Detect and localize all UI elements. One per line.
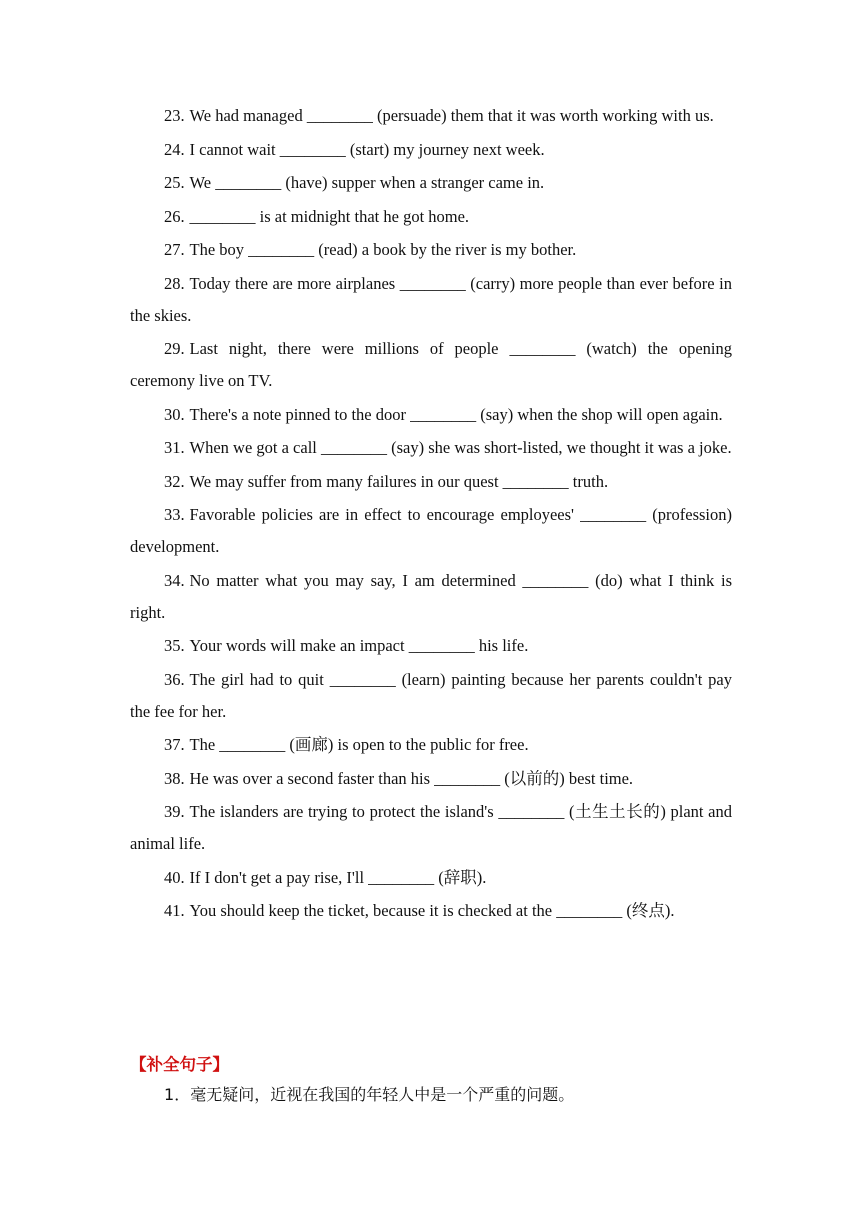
- section-heading: 【补全句子】: [130, 1055, 229, 1074]
- item-text: We may suffer from many failures in our quest ________ truth.: [189, 471, 609, 491]
- item-number: 30: [164, 404, 181, 424]
- exercise-item-39: 39. The islanders are trying to protect the island's ________ (土生土长的) plant and animal life.: [130, 796, 732, 860]
- item-number: 24: [164, 139, 181, 159]
- item-number: 32: [164, 471, 181, 491]
- item-text: Last night, there were millions of people ________ (watch) the opening ceremony live on TV.: [130, 339, 732, 390]
- exercise-item-30: 30. There's a note pinned to the door ________ (say) when the shop will open again.: [130, 399, 732, 431]
- item-number: 31: [164, 438, 181, 457]
- item-number: 23: [164, 106, 181, 125]
- item-text: Today there are more airplanes ________ (carry) more people than ever before in the skies.: [130, 273, 732, 325]
- item-number: 35: [164, 636, 181, 655]
- item-text: When we got a call ________ (say) she was short-listed, we thought it was a joke.: [189, 438, 732, 457]
- item-text: The islanders are trying to protect the island's ________ (土生土长的) plant and animal life.: [130, 802, 732, 853]
- item-text: We ________ (have) supper when a stranger came in.: [189, 173, 545, 192]
- item-number: 26: [164, 206, 181, 226]
- exercise-item-38: 38. He was over a second faster than his ________ (以前的) best time.: [130, 763, 732, 795]
- exercise-item-25: 25. We ________ (have) supper when a stranger came in.: [130, 167, 732, 199]
- item-text: 毫无疑问，近视在我国的年轻人中是一个严重的问题。: [190, 1085, 575, 1104]
- exercise-item-35: 35. Your words will make an impact ________ his life.: [130, 630, 732, 662]
- item-number: 25: [164, 173, 181, 192]
- sentence-item-1: 1．毫无疑问，近视在我国的年轻人中是一个严重的问题。: [164, 1085, 575, 1104]
- exercise-item-24: 24. I cannot wait ________ (start) my journey next week.: [130, 134, 732, 166]
- item-number: 34: [164, 570, 181, 590]
- exercise-item-29: 29. Last night, there were millions of people ________ (watch) the opening ceremony live on TV.: [130, 333, 732, 397]
- exercise-item-31: 31. When we got a call ________ (say) she was short-listed, we thought it was a joke.: [130, 432, 732, 464]
- item-number: 1: [164, 1085, 175, 1104]
- item-number: 39: [164, 802, 181, 821]
- exercise-item-27: 27. The boy ________ (read) a book by the river is my bother.: [130, 234, 732, 266]
- item-text: Your words will make an impact ________ his life.: [189, 636, 529, 655]
- item-number: 37: [164, 735, 181, 754]
- item-number: 29: [164, 339, 181, 358]
- item-number: 36: [164, 669, 181, 689]
- item-text: ________ is at midnight that he got home.: [189, 206, 470, 226]
- exercise-item-40: 40. If I don't get a pay rise, I'll ________ (辞职).: [130, 862, 732, 894]
- item-number: 27: [164, 240, 181, 259]
- item-text: There's a note pinned to the door ________ (say) when the shop will open again.: [189, 404, 723, 424]
- item-text: Favorable policies are in effect to encourage employees' ________ (profession) development.: [130, 505, 732, 556]
- exercise-item-26: 26. ________ is at midnight that he got home.: [130, 201, 732, 233]
- exercise-item-34: 34. No matter what you may say, I am determined ________ (do) what I think is right.: [130, 565, 732, 629]
- item-number: 41: [164, 901, 181, 920]
- exercise-item-36: 36. The girl had to quit ________ (learn) painting because her parents couldn't pay the fee for her.: [130, 664, 732, 728]
- item-text: You should keep the ticket, because it is checked at the ________ (终点).: [189, 901, 675, 920]
- exercise-list: [130, 100, 732, 929]
- exercise-item-23: 23. We had managed ________ (persuade) them that it was worth working with us.: [130, 100, 732, 132]
- exercise-item-41: 41. You should keep the ticket, because it is checked at the ________ (终点).: [130, 895, 732, 927]
- item-number: 40: [164, 867, 181, 887]
- exercise-item-32: 32. We may suffer from many failures in our quest ________ truth.: [130, 466, 732, 498]
- item-text: The girl had to quit ________ (learn) painting because her parents couldn't pay the fee for her.: [130, 669, 732, 721]
- exercise-item-28: 28. Today there are more airplanes ________ (carry) more people than ever before in the skies.: [130, 268, 732, 332]
- item-number: 38: [164, 768, 181, 788]
- item-number: 33: [164, 505, 181, 524]
- item-text: I cannot wait ________ (start) my journey next week.: [189, 139, 545, 159]
- item-text: If I don't get a pay rise, I'll ________ (辞职).: [189, 867, 487, 887]
- item-text: We had managed ________ (persuade) them that it was worth working with us.: [189, 106, 714, 125]
- exercise-item-37: 37. The ________ (画廊) is open to the public for free.: [130, 729, 732, 761]
- item-text: He was over a second faster than his ________ (以前的) best time.: [189, 768, 634, 788]
- item-number: 28: [164, 273, 181, 293]
- item-text: No matter what you may say, I am determined ________ (do) what I think is right.: [130, 570, 732, 622]
- exercise-item-33: 33. Favorable policies are in effect to encourage employees' ________ (profession) development.: [130, 499, 732, 563]
- item-text: The boy ________ (read) a book by the river is my bother.: [189, 240, 577, 259]
- item-text: The ________ (画廊) is open to the public for free.: [189, 735, 529, 754]
